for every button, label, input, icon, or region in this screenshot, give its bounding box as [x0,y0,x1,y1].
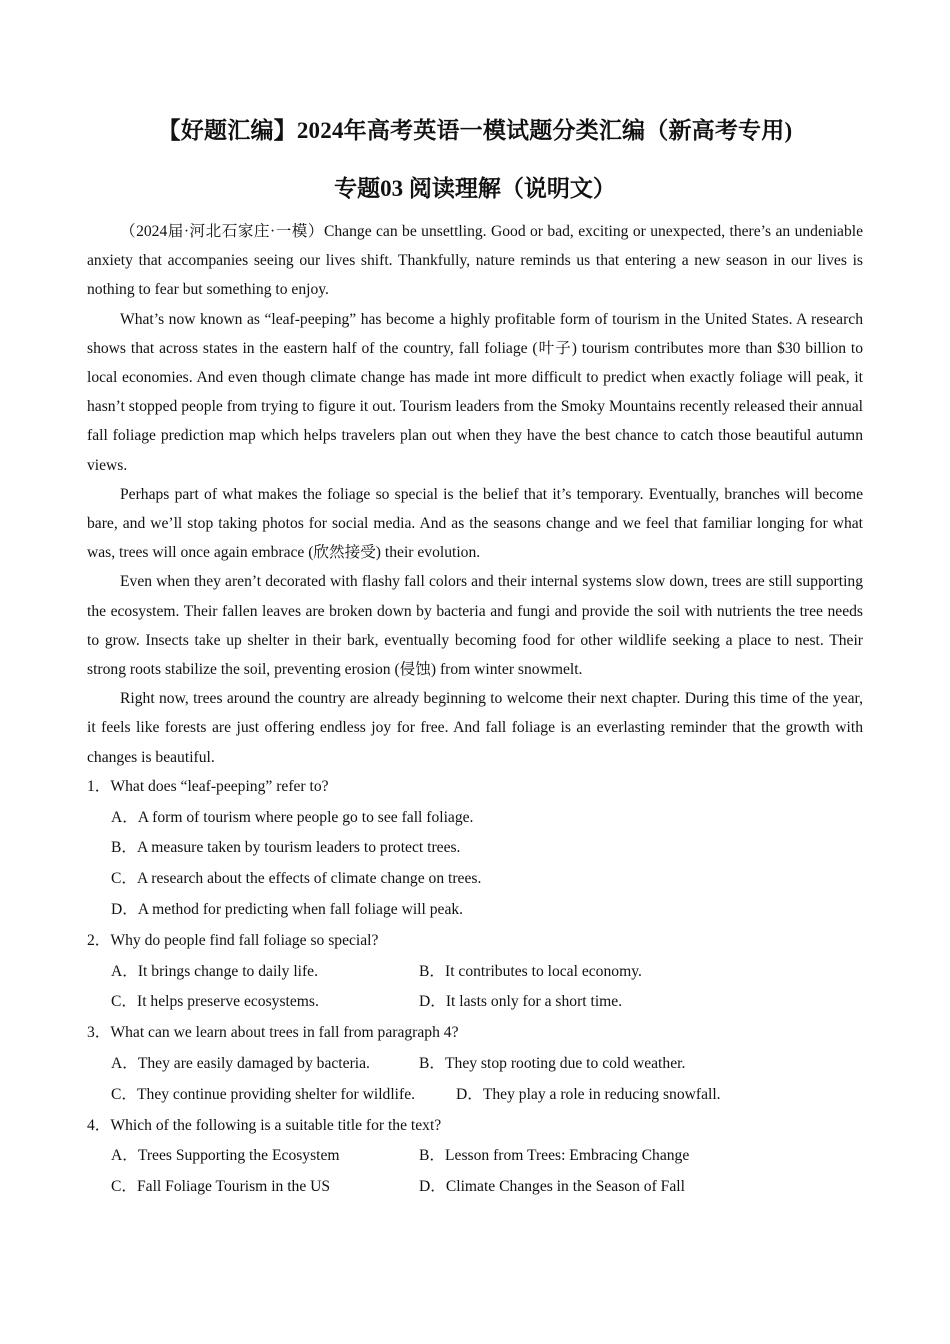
question-stem: 1．What does “leaf-peeping” refer to? [87,777,329,795]
option-c: C．Fall Foliage Tourism in the US [111,1178,331,1196]
option-b: B．Lesson from Trees: Embracing Change [419,1147,690,1165]
option-d: D．Climate Changes in the Season of Fall [419,1178,685,1196]
option-a: A．A form of tourism where people go to see fall foliage. [111,808,474,826]
option-b: B．A measure taken by tourism leaders to protect trees. [111,839,461,857]
question-stem: 2．Why do people find fall foliage so special? [87,931,379,949]
option-list [87,1049,863,1111]
option-a: A．They are easily damaged by bacteria. [111,1055,370,1073]
passage-source: （2024届·河北石家庄·一模） [120,223,324,240]
option-a: A．It brings change to daily life. [111,962,318,980]
question-4 [87,1111,863,1203]
passage-paragraph-3: Perhaps part of what makes the foliage so special is the belief that it’s temporary. Eventually, branches will become bare, and we’ll stop taking photos for social media. And as the seasons change and we feel that familiar longing for what was, trees will once again embrace (欣然接受) their evolution. [87,485,863,562]
passage-paragraph-1: （2024届·河北石家庄·一模）Change can be unsettling. Good or bad, exciting or unexpected, there’s an undeniable anxiety that accompanies seeing our lives shift. Thankfully, nature reminds us that entering a new season in our lives is nothing to fear but something to enjoy. [87,223,863,299]
question-2 [87,926,863,1018]
option-list [87,957,863,1019]
reading-passage [87,217,863,772]
option-c: C．They continue providing shelter for wildlife. [111,1085,416,1103]
option-a: A．Trees Supporting the Ecosystem [111,1147,340,1165]
question-stem: 4．Which of the following is a suitable title for the text? [87,1116,442,1134]
option-b: B．They stop rooting due to cold weather. [419,1055,686,1073]
option-list [87,803,863,926]
option-d: D．It lasts only for a short time. [419,993,623,1011]
option-c: C．A research about the effects of climate change on trees. [111,870,482,888]
option-c: C．It helps preserve ecosystems. [111,993,319,1011]
option-list [87,1141,863,1203]
passage-paragraph-5: Right now, trees around the country are already beginning to welcome their next chapter. During this time of the year, it feels like forests are just offering endless joy for free. And fall foliage is an everlasting reminder that the growth with changes is beautiful. [87,690,863,766]
option-b: B．It contributes to local economy. [419,962,642,980]
document-subtitle: 专题03 阅读理解（说明文） [334,176,616,201]
option-d: D．They play a role in reducing snowfall. [456,1085,721,1103]
question-stem: 3．What can we learn about trees in fall from paragraph 4? [87,1024,459,1042]
passage-paragraph-4: Even when they aren’t decorated with flashy fall colors and their internal systems slow down, trees are still supporting the ecosystem. Their fallen leaves are broken down by bacteria and fungi and provide the soil with nutrients the tree needs to grow. Insects take up shelter in their bark, eventually becoming food for other wildlife seeking a place to nest. Their strong roots stabilize the soil, preventing erosion (侵蚀) from winter snowmelt. [87,573,863,679]
question-1 [87,772,863,926]
question-3 [87,1018,863,1110]
passage-paragraph-2: What’s now known as “leaf-peeping” has become a highly profitable form of tourism in the United States. A research shows that across states in the eastern half of the country, fall foliage (叶子) tourism contributes more than $30 billion to local economies. And even though climate change has made int more difficult to predict when exactly foliage will peak, it hasn’t stopped people from trying to figure it out. Tourism leaders from the Smoky Mountains recently released their annual fall foliage prediction map which helps travelers plan out when they have the best chance to catch those beautiful autumn views. [87,310,863,474]
question-list [87,772,863,1203]
option-d: D．A method for predicting when fall foliage will peak. [111,901,464,919]
document-title: 【好题汇编】2024年高考英语一模试题分类汇编（新高考专用) [157,118,793,143]
